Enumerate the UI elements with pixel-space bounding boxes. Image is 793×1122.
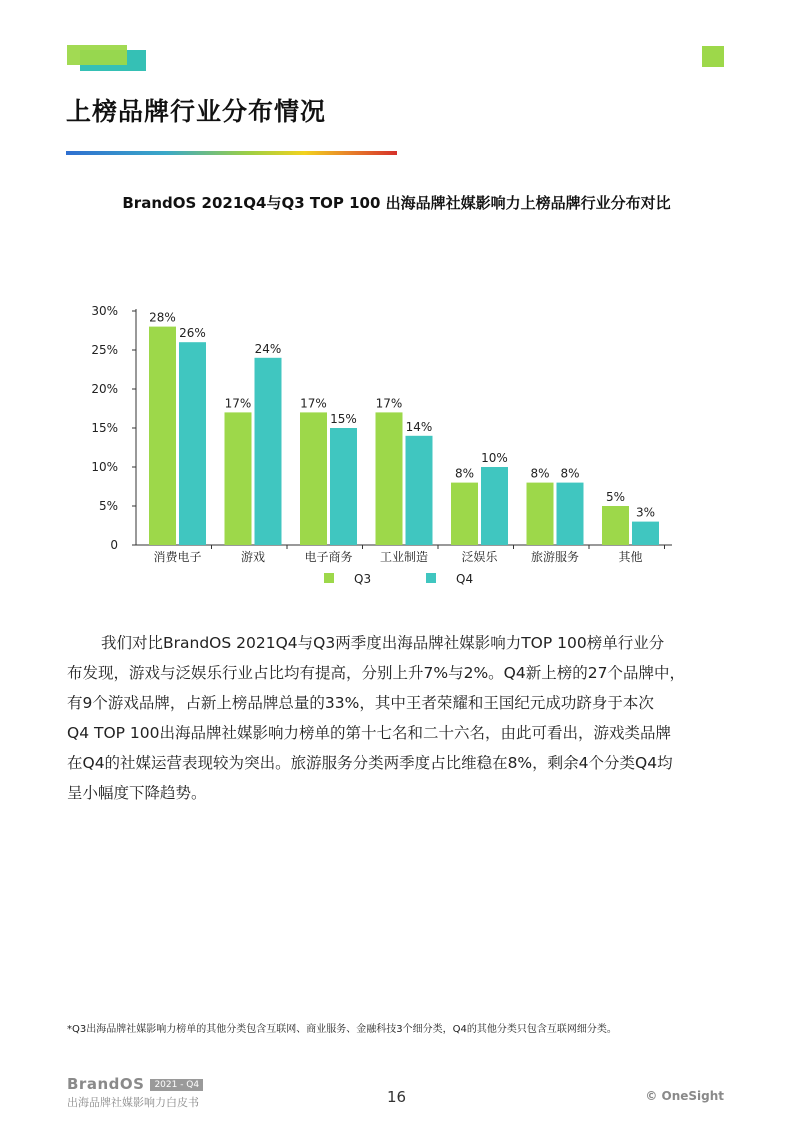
bar-q3 xyxy=(602,506,629,545)
paragraph-line: 呈小幅度下降趋势。 xyxy=(67,784,207,802)
y-tick-label: 15% xyxy=(91,421,118,435)
bar-data-label: 17% xyxy=(375,396,403,411)
y-tick-label: 10% xyxy=(91,460,118,474)
brand-subtitle: 出海品牌社媒影响力白皮书 xyxy=(67,1096,199,1109)
chart-title: BrandOS 2021Q4与Q3 TOP 100 出海品牌社媒影响力上榜品牌行业分布对比 xyxy=(122,194,671,212)
bar-q4 xyxy=(481,467,508,545)
x-category-label: 消费电子 xyxy=(153,550,202,564)
x-category-label: 其他 xyxy=(618,550,643,564)
bar-data-label: 8% xyxy=(560,466,580,481)
y-tick-label: 0 xyxy=(110,538,118,552)
bar-data-label: 28% xyxy=(149,310,176,325)
bar-data-label: 3% xyxy=(635,505,656,520)
x-category-label: 游戏 xyxy=(240,550,266,564)
page-title: 上榜品牌行业分布情况 xyxy=(66,97,327,126)
bar-q3 xyxy=(376,412,403,545)
brand-name: BrandOS xyxy=(67,1075,145,1093)
bar-data-label: 24% xyxy=(254,341,282,356)
x-category-label: 工业制造 xyxy=(379,550,429,564)
bar-q4 xyxy=(406,436,433,545)
bar-q4 xyxy=(330,428,357,545)
legend-swatch-q4 xyxy=(426,573,436,583)
bar-data-label: 5% xyxy=(605,490,626,504)
legend-label: Q3 xyxy=(354,572,372,586)
bar-q3 xyxy=(300,412,327,545)
brand-badge: 2021 - Q4 xyxy=(150,1079,203,1091)
bar-q4 xyxy=(179,342,206,545)
y-tick-label: 25% xyxy=(91,343,118,357)
legend-label: Q4 xyxy=(456,572,474,586)
y-tick-label: 30% xyxy=(91,304,118,318)
y-tick-label: 5% xyxy=(98,499,118,513)
x-category-label: 旅游服务 xyxy=(530,550,580,564)
bar-q3 xyxy=(225,412,252,545)
x-category-label: 泛娱乐 xyxy=(461,550,498,564)
bar-q4 xyxy=(557,483,584,545)
bar-data-label: 14% xyxy=(405,419,433,434)
body-paragraph xyxy=(67,628,727,808)
bar-data-label: 17% xyxy=(300,396,327,411)
footnote: *Q3出海品牌社媒影响力榜单的其他分类包含互联网、商业服务、金融科技3个细分类，Q4的其他分类只包含互联网细分类。 xyxy=(67,1024,617,1035)
bar-data-label: 15% xyxy=(330,412,357,426)
copyright: © OneSight xyxy=(645,1089,724,1103)
paragraph-line: 有9个游戏品牌，占新上榜品牌总量的33%，其中王者荣耀和王国纪元成功跻身于本次 xyxy=(67,694,654,712)
bar-data-label: 8% xyxy=(530,466,550,481)
bar-q3 xyxy=(149,327,176,545)
page-number: 16 xyxy=(386,1088,407,1106)
paragraph-line: Q4 TOP 100出海品牌社媒影响力榜单的第十七名和二十六名，由此可看出，游戏类品牌 xyxy=(67,724,672,742)
bar-data-label: 26% xyxy=(179,326,206,341)
x-category-label: 电子商务 xyxy=(304,550,353,564)
bar-q3 xyxy=(451,483,478,545)
bar-data-label: 17% xyxy=(224,396,252,411)
legend-swatch-q3 xyxy=(324,573,334,583)
bar-q4 xyxy=(632,522,659,545)
bar-q3 xyxy=(527,483,554,545)
y-tick-label: 20% xyxy=(91,382,118,396)
paragraph-line: 在Q4的社媒运营表现较为突出。旅游服务分类两季度占比维稳在8%，剩余4个分类Q4均 xyxy=(67,754,673,772)
bar-data-label: 10% xyxy=(481,451,508,465)
paragraph-line: 我们对比BrandOS 2021Q4与Q3两季度出海品牌社媒影响力TOP 100榜单行业分 xyxy=(101,634,665,652)
bar-data-label: 8% xyxy=(454,466,475,481)
paragraph-line: 布发现，游戏与泛娱乐行业占比均有提高，分别上升7%与2%。Q4新上榜的27个品牌中， xyxy=(67,664,685,682)
bar-q4 xyxy=(255,358,282,545)
